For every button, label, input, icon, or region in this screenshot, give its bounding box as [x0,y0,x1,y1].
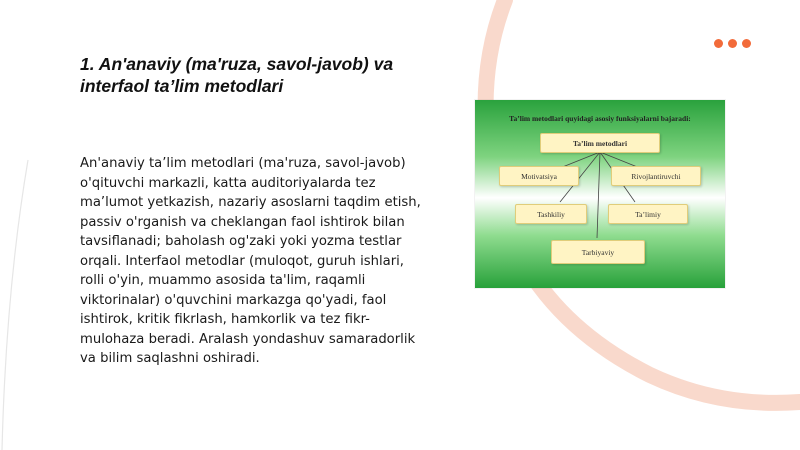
functions-diagram-image [475,100,725,288]
diagram-node-motivatsiya: Motivatsiya [499,166,579,186]
diagram-node-talimiy: Ta’limiy [608,204,688,224]
slide-title: 1. An'anaviy (ma'ruza, savol-javob) va interfaol ta’lim metodlari [80,54,394,96]
dot-icon [714,39,723,48]
left-edge-line [2,160,28,450]
diagram-title: Ta’lim metodlari quyidagi asosiy funksiyalarni bajaradi: [509,114,691,123]
diagram-node-rivojlantiruvchi: Rivojlantiruvchi [611,166,701,186]
accent-dots [714,39,751,48]
diagram-root-node: Ta’lim metodlari [540,133,660,153]
slide-body: An'anaviy ta’lim metodlari (ma'ruza, savol-javob) o'qituvchi markazli, katta auditoriyalarda tez ma’lumot yetkazish, nazariy asoslarni taqdim etish, passiv o'rganish va cheklangan faol ishtirok bilan tavsiflanadi; baholash og'zaki yoki yozma testlar orqali. Interfaol metodlar (muloqot, guruh ishlari, rolli o'yin, muammo asosida ta'lim, raqamli viktorinalar) o'quvchini markazga qo'yadi, faol ishtirok, kritik fikrlash, hamkorlik va tez fikr-mulohaza beradi. Aralash yondashuv samaradorlik va bilim saqlashni oshiradi. [80,156,421,366]
dot-icon [728,39,737,48]
diagram-node-tarbiyaviy: Tarbiyaviy [551,240,645,264]
dot-icon [742,39,751,48]
diagram-node-tashkiliy: Tashkiliy [515,204,587,224]
